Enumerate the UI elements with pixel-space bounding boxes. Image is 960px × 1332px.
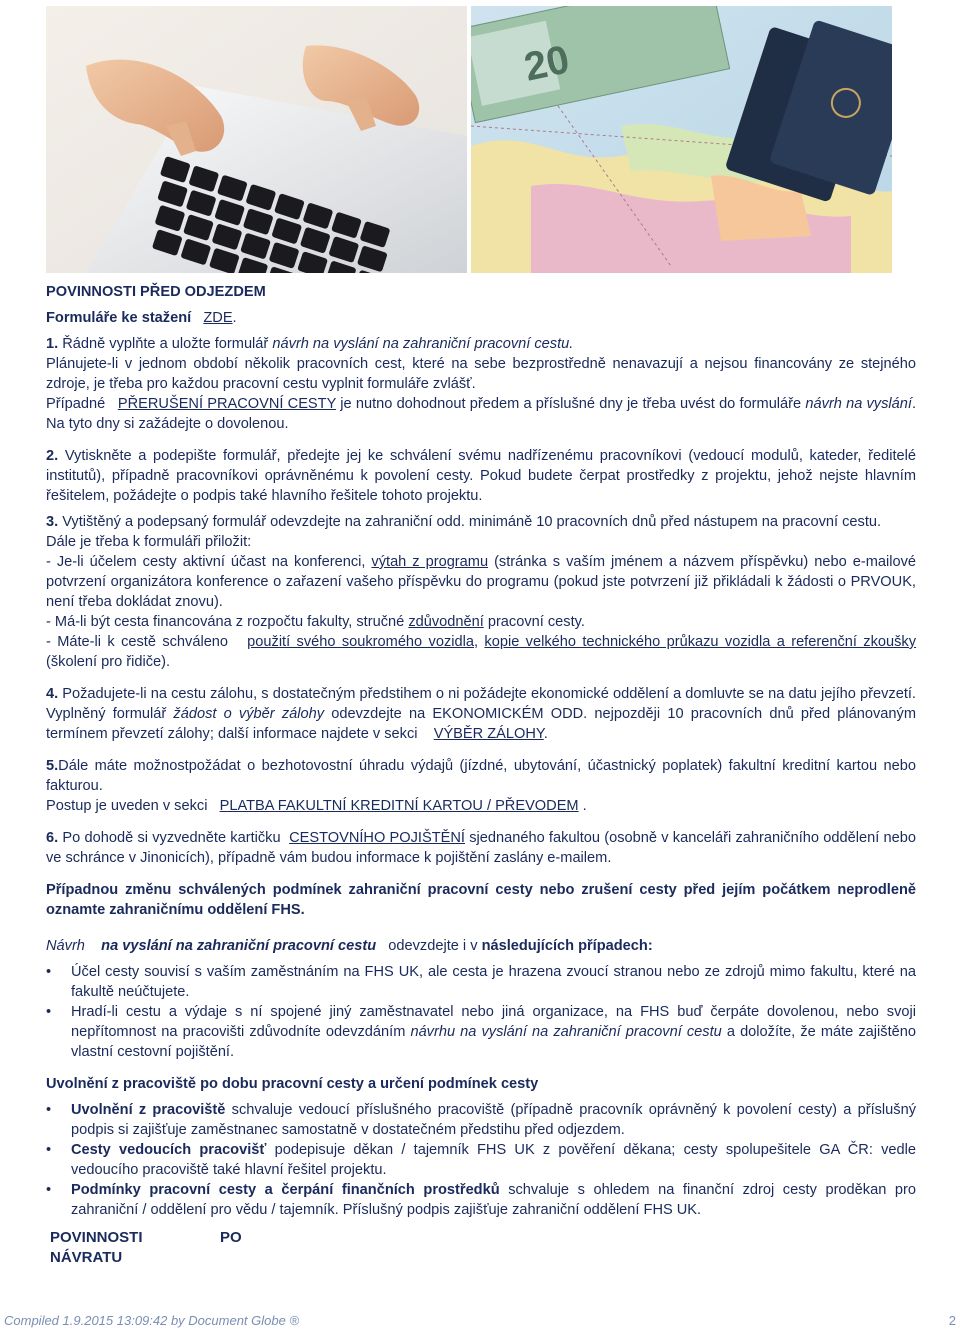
step4: 4. Požadujete-li na cestu zálohu, s dostatečným předstihem o ni požádejte ekonomické oddělení a domluvte se na datu jejího převzetí. Vyplněný formulář žádost o výběr zálohy odevzdejte na EKONOMICKÉM ODD. nejpozději 10 pracovních dnů před plánovaným termínem převzetí zálohy; další informace najdete v sekci VÝBĚR ZÁLOHY. [46, 686, 916, 742]
travel-insurance-link[interactable]: CESTOVNÍHO POJIŠTĚNÍ [289, 830, 465, 846]
cases-list [46, 962, 916, 1062]
card-payment-link[interactable]: PLATBA FAKULTNÍ KREDITNÍ KARTOU / PŘEVODEM [219, 798, 579, 814]
attach-item-1: - Je-li účelem cesty aktivní účast na konferenci, výtah z programu (stránka s vaším jménem a názvem příspěvku) nebo e-mailové potvrzení organizátora konference o zařazení vašeho příspěvku do programu (pokud jste potvrzení již přikládali k žádosti o PRVOUK, není třeba dokládat znovu). [46, 554, 916, 610]
step1: 1. Řádně vyplňte a uložte formulář návrh na vyslání na zahraniční pracovní cestu. [46, 336, 574, 352]
step5-line2: Postup je uveden v sekci PLATBA FAKULTNÍ KREDITNÍ KARTOU / PŘEVODEM . [46, 798, 587, 814]
release-list [46, 1100, 916, 1220]
list-item: • Účel cesty souvisí s vaším zaměstnáním na FHS UK, ale cesta je hrazena zvoucí stranou nebo ze zdrojů mimo fakultu, které na fakultě neúčtujete. [46, 962, 916, 1002]
step1-interruption: Případné PŘERUŠENÍ PRACOVNÍ CESTY je nutno dohodnout předem a příslušné dny je třeba uvést do formuláře návrh na vyslání. Na tyto dny si zažádejte o dovolenou. [46, 396, 916, 432]
page-number: 2 [948, 1313, 956, 1328]
interruption-link[interactable]: PŘERUŠENÍ PRACOVNÍ CESTY [117, 396, 337, 412]
svg-text:20: 20 [520, 37, 574, 90]
document-body [46, 282, 916, 1220]
justification-link[interactable]: zdůvodnění [408, 614, 484, 630]
list-item: • Hradí-li cestu a výdaje s ní spojené jiný zaměstnavatel nebo jiná organizace, na FHS buď čerpáte dovolenou, nebo svoji nepřítomnost na pracovišti zdůvodníte odevzdáním návrhu na vyslání na zahraniční pracovní cestu a doložíte, že máte zajištěno vlastní cestovní pojištění. [46, 1002, 916, 1062]
compiled-info: Compiled 1.9.2015 13:09:42 by Document Globe ® [4, 1313, 300, 1328]
step2: 2. Vytiskněte a podepište formulář, předejte jej ke schválení svému nadřízenému pracovníkovi (vedoucí modulů, kateder, ředitelé institutů), případně pracovníkovi oprávněnému k povolení cesty. Pokud budete čerpat prostředky z projektu, jehož nejste hlavním řešitelem, požádejte o podpis také hlavního řešitele tohoto projektu. [46, 448, 916, 504]
attach-intro: Dále je třeba k formuláři přiložit: [46, 534, 252, 550]
forms-download-line: Formuláře ke stažení ZDE. [46, 310, 237, 326]
forms-download-link[interactable]: ZDE [203, 310, 233, 326]
list-item: • Podmínky pracovní cesty a čerpání finančních prostředků schvaluje s ohledem na finanční zdroj cesty proděkan pro zahraniční / oddělení pro vědu / tajemník. Příslušný podpis zajišťuje zahraniční oddělení FHS UK. [46, 1180, 916, 1220]
list-item: • Cesty vedoucích pracovišť podepisuje děkan / tajemník FHS UK z pověření děkana; cesty spolupešitele GA ČR: vedle vedoucího pracoviště také hlavní řešitel projektu. [46, 1140, 916, 1180]
release-heading: Uvolnění z pracoviště po dobu pracovní cesty a určení podmínek cesty [46, 1076, 539, 1092]
step1-note: Plánujete-li v jednom období několik pracovních cest, které na sebe bezprostředně nenavazují a nejsou financovány ze stejného zdroje, je třeba pro každou pracovní cestu vyplnit formuláře zvlášť. [46, 356, 916, 392]
list-item: • Uvolnění z pracoviště schvaluje vedoucí příslušného pracoviště (případně pracovník oprávněný k povolení cesty) a příslušný podpis si zajišťuje zaměstnanec samostatně v dostatečném předstihu před odjezdem. [46, 1100, 916, 1140]
heading-before-departure: POVINNOSTI PŘED ODJEZDEM [46, 284, 266, 300]
step5: 5.Dále máte možnostpožádat o bezhotovostní úhradu výdajů (jízdné, ubytování, účastnický poplatek) fakultní kreditní kartou nebo fakturou. [46, 758, 916, 794]
advance-withdrawal-link[interactable]: VÝBĚR ZÁLOHY [433, 726, 544, 742]
forms-label: Formuláře ke stažení [46, 310, 192, 326]
program-extract-link[interactable]: výtah z programu [371, 554, 489, 570]
step3: 3. Vytištěný a podepsaný formulář odevzdejte na zahraniční odd. minimáně 10 pracovních dnů před nástupem na pracovní cestu. [46, 514, 882, 530]
step6: 6. Po dohodě si vyzvedněte kartičku CESTOVNÍHO POJIŠTĚNÍ sjednaného fakultou (osobně v kanceláři zahraničního oddělení nebo ve schránce v Jinonicích), případně vám budou informace k pojištění zaslány e-mailem. [46, 830, 916, 866]
attach-item-2: - Má-li být cesta financována z rozpočtu fakulty, stručné zdůvodnění pracovní cesty. [46, 614, 585, 630]
keyboard-typing-photo [46, 6, 467, 273]
map-passports-money-photo [471, 6, 892, 273]
private-vehicle-link[interactable]: použití svého soukromého vozidla [247, 634, 474, 650]
attach-item-3: - Máte-li k cestě schváleno použití svého soukromého vozidla, kopie velkého technického průkazu vozidla a referenční zkoušky (školení pro řidiče). [46, 634, 917, 670]
cases-intro: Návrh na vyslání na zahraniční pracovní cestu odevzdejte i v následujících případech: [46, 938, 653, 954]
heading-after-return: POVINNOSTI NÁVRATU PO [50, 1229, 242, 1266]
change-notice: Případnou změnu schválených podmínek zahraniční pracovní cesty nebo zrušení cesty před jejím počátkem neprodleně oznamte zahraničnímu oddělení FHS. [46, 882, 916, 918]
vehicle-documents-link[interactable]: kopie velkého technického průkazu vozidla a referenční zkoušky [484, 634, 917, 650]
